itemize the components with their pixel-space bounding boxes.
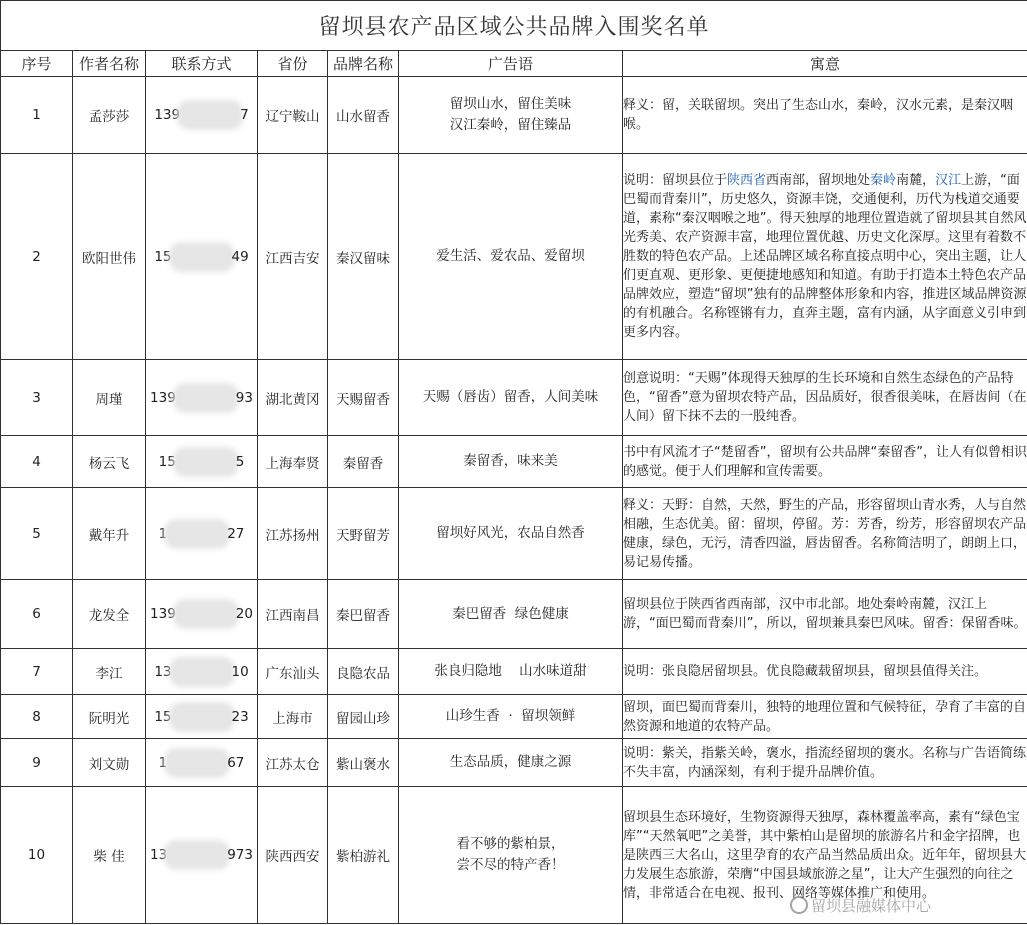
col-header-no: 序号 <box>1 51 73 77</box>
col-header-slogan: 广告语 <box>399 51 623 77</box>
brand-name: 秦留香 <box>328 436 399 488</box>
phone-suffix: 49 <box>231 248 249 265</box>
watermark <box>790 895 931 916</box>
slogan <box>399 787 623 924</box>
phone-suffix: 27 <box>227 525 245 542</box>
redacted-phone <box>154 246 248 268</box>
slogan <box>399 77 623 154</box>
contact-cell <box>146 360 258 436</box>
phone-prefix: 15 <box>154 248 172 265</box>
col-header-author: 作者名称 <box>73 51 146 77</box>
page-title: 留坝县农产品区域公共品牌入围奖名单 <box>1 1 1027 51</box>
author-name: 刘文勋 <box>73 739 146 787</box>
brand-name: 秦汉留味 <box>328 154 399 360</box>
phone-suffix: 20 <box>235 606 253 622</box>
header-row <box>1 51 1027 77</box>
redacted-phone <box>150 603 253 625</box>
author-name: 孟莎莎 <box>73 77 146 154</box>
contact-cell <box>146 787 258 924</box>
row-number: 7 <box>1 649 73 695</box>
col-header-contact: 联系方式 <box>146 51 258 77</box>
province: 上海市 <box>258 695 328 739</box>
phone-prefix: 139 <box>150 389 176 406</box>
table-row <box>1 488 1027 580</box>
contact-cell <box>146 488 258 580</box>
province: 陕西西安 <box>258 787 328 924</box>
col-header-brand: 品牌名称 <box>328 51 399 77</box>
meaning-text: 南麓， <box>896 173 936 188</box>
author-name: 阮明光 <box>73 695 146 739</box>
meaning-text: 上游，“面巴蜀而背秦川”，历史悠久，资源丰饶，交通便利，历代为栈道交通要道，素称“秦汉咽喉之地”。得天独厚的地理位置造就了留坝县其自然风光秀美、农产资源丰富，地理位置优越、历史文化深厚。这里有着数不胜数的特色农产品。上述品牌区域名称直接点明中心，突出主题，让人们更直观、更形象、更便捷地感知和知道。有助于打造本土特色农产品品牌效应，塑造“留坝”独有的品牌整体形象和内容，推进区域品牌资源的有机融合。名称铿锵有力，直奔主题，富有内涵，从字面意义引申到更多内容。 <box>623 173 1027 340</box>
contact-cell <box>146 739 258 787</box>
redacted-phone <box>150 844 253 866</box>
phone-prefix: 13 <box>150 847 168 863</box>
wechat-logo-icon <box>790 896 808 914</box>
province: 江苏太仓 <box>258 739 328 787</box>
slogan-line: 山珍生香 · 留坝领鲜 <box>445 708 576 724</box>
brand-name: 留园山珍 <box>328 695 399 739</box>
slogan-line: 留坝好风光，农品自然香 <box>436 525 585 541</box>
brand-name: 山水留香 <box>328 77 399 154</box>
row-number: 5 <box>1 488 73 580</box>
table-row <box>1 580 1027 649</box>
table-row <box>1 739 1027 787</box>
redacted-phone <box>154 706 248 728</box>
meaning-text: 西南部，留坝地处 <box>766 173 871 188</box>
table-row <box>1 154 1027 360</box>
brand-name: 良隐农品 <box>328 649 399 695</box>
brand-name: 紫柏游礼 <box>328 787 399 924</box>
watermark-text: 留坝县融媒体中心 <box>811 897 932 915</box>
meaning: 留坝县位于陕西省西南部，汉中市北部。地处秦岭南麓，汉江上游，“面巴蜀而背秦川”，所以，留坝兼具秦巴风味。留香：保留香味。 <box>623 580 1027 649</box>
phone-prefix: 139 <box>154 107 181 123</box>
row-number: 4 <box>1 436 73 488</box>
brand-name: 天野留芳 <box>328 488 399 580</box>
slogan <box>399 695 623 739</box>
slogan <box>399 154 623 360</box>
brand-name: 紫山褒水 <box>328 739 399 787</box>
phone-suffix: 93 <box>235 389 253 406</box>
phone-suffix: 973 <box>227 847 253 863</box>
row-number: 2 <box>1 154 73 360</box>
slogan <box>399 488 623 580</box>
meaning: 释义：天野：自然，天然，野生的产品，形容留坝山青水秀，人与自然相融，生态优美。留：留坝，停留。芳：芳香，纷芳，形容留坝农产品健康，绿色，无污，清香四溢，唇齿留香。名称简洁明了，朗朗上口，易记易传播。 <box>623 488 1027 580</box>
row-number: 6 <box>1 580 73 649</box>
slogan-line: 秦留香，味来美 <box>463 453 558 469</box>
contact-cell <box>146 77 258 154</box>
slogan-line: 爱生活、爱农品、爱留坝 <box>436 248 585 264</box>
slogan <box>399 436 623 488</box>
meaning: 创意说明：“天赐”体现得天独厚的生长环境和自然生态绿色的产品特色，“留香”意为留坝农特产品，因品质好，很香很美味，在唇齿间（在人间）留下抹不去的一股纯香。 <box>623 360 1027 436</box>
author-name: 李江 <box>73 649 146 695</box>
table-row <box>1 695 1027 739</box>
table-row <box>1 77 1027 154</box>
meaning: 释义：留，关联留坝。突出了生态山水，秦岭，汉水元素，是秦汉咽喉。 <box>623 77 1027 154</box>
blur-mask <box>177 387 235 409</box>
brand-name: 秦巴留香 <box>328 580 399 649</box>
province: 江苏扬州 <box>258 488 328 580</box>
author-name: 杨云飞 <box>73 436 146 488</box>
blur-mask <box>168 752 226 774</box>
row-number: 8 <box>1 695 73 739</box>
slogan-line: 尝不尽的特产香！ <box>456 857 565 873</box>
contact-cell <box>146 695 258 739</box>
redacted-phone <box>154 104 248 126</box>
link-hanjiang[interactable]: 汉江 <box>935 173 962 188</box>
row-number: 9 <box>1 739 73 787</box>
meaning: 留坝县生态环境好，生物资源得天独厚，森林覆盖率高，素有“绿色宝库”“天然氧吧”之美誉，其中紫柏山是留坝的旅游名片和金字招牌，也是陕西三大名山，这里孕育的农产品当然品质出众。近年年，留坝县大力发展生态旅游，荣膺“中国县域旅游之星”，让大产生强烈的向往之情，非常适合在电视、报刊、网络等媒体推广和使用。 <box>623 787 1027 924</box>
meaning: 说明：张良隐居留坝县。优良隐藏载留坝县，留坝县值得关注。 <box>623 649 1027 695</box>
author-name: 龙发全 <box>73 580 146 649</box>
blur-mask <box>177 603 235 625</box>
author-name: 戴年升 <box>73 488 146 580</box>
brand-name: 天赐留香 <box>328 360 399 436</box>
meaning <box>623 154 1027 360</box>
slogan-line: 天赐（唇齿）留香，人间美味 <box>422 389 599 405</box>
table-row <box>1 360 1027 436</box>
blur-mask <box>173 246 231 268</box>
slogan-line: 留坝山水，留住美味 <box>449 96 572 112</box>
meaning: 书中有风流才子“楚留香”，留坝有公共品牌“秦留香”，让人有似曾相识的感觉。便于人们理解和宣传需要。 <box>623 436 1027 488</box>
province: 辽宁鞍山 <box>258 77 328 154</box>
contact-cell <box>146 649 258 695</box>
contact-cell <box>146 154 258 360</box>
slogan <box>399 739 623 787</box>
slogan-line: 秦巴留香 绿色健康 <box>452 605 569 622</box>
phone-prefix: 15 <box>154 708 172 725</box>
phone-prefix: 15 <box>158 453 176 470</box>
redacted-phone <box>159 752 245 774</box>
row-number: 3 <box>1 360 73 436</box>
slogan-line: 生态品质，健康之源 <box>449 754 572 770</box>
blur-mask <box>177 451 235 473</box>
phone-prefix: 1 <box>158 754 168 771</box>
blur-mask <box>168 523 226 545</box>
slogan-line: 看不够的紫柏景， <box>456 836 565 852</box>
link-qinling[interactable]: 秦岭 <box>870 173 897 188</box>
province: 湖北黄冈 <box>258 360 328 436</box>
slogan-line: 汉江秦岭，留住臻品 <box>449 117 572 133</box>
phone-suffix: 67 <box>227 754 245 771</box>
table-row <box>1 649 1027 695</box>
redacted-phone <box>154 661 248 683</box>
col-header-meaning: 寓意 <box>623 51 1027 77</box>
province: 广东汕头 <box>258 649 328 695</box>
row-number: 1 <box>1 77 73 154</box>
slogan <box>399 360 623 436</box>
phone-suffix: 10 <box>231 663 249 680</box>
blur-mask <box>168 844 226 866</box>
slogan <box>399 580 623 649</box>
province: 江西南昌 <box>258 580 328 649</box>
phone-prefix: 139 <box>150 606 176 622</box>
author-name: 欧阳世伟 <box>73 154 146 360</box>
table-row <box>1 436 1027 488</box>
phone-suffix: 23 <box>231 708 249 725</box>
phone-prefix: 13 <box>154 663 172 680</box>
blur-mask <box>173 706 231 728</box>
contact-cell <box>146 436 258 488</box>
author-name: 柴 佳 <box>73 787 146 924</box>
meaning-text: 说明：留坝县位于 <box>623 173 728 188</box>
slogan <box>399 649 623 695</box>
redacted-phone <box>150 387 253 409</box>
blur-mask <box>173 661 231 683</box>
phone-suffix: 5 <box>235 453 245 470</box>
redacted-phone <box>159 523 245 545</box>
blur-mask <box>181 104 239 126</box>
slogan-line: 张良归隐地 山水味道甜 <box>434 663 587 679</box>
phone-prefix: 1 <box>158 525 168 542</box>
phone-suffix: 7 <box>240 107 249 123</box>
redacted-phone <box>159 451 245 473</box>
meaning: 留坝，面巴蜀而背秦川，独特的地理位置和气候特征，孕育了丰富的自然资源和地道的农特产品。 <box>623 695 1027 739</box>
link-shaanxi[interactable]: 陕西省 <box>727 173 767 188</box>
province: 上海奉贤 <box>258 436 328 488</box>
row-number: 10 <box>1 787 73 924</box>
province: 江西吉安 <box>258 154 328 360</box>
meaning: 说明：紫关，指紫关岭，褒水，指流经留坝的褒水。名称与广告语简练不失丰富，内涵深刻，有利于提升品牌价值。 <box>623 739 1027 787</box>
contact-cell <box>146 580 258 649</box>
author-name: 周瑾 <box>73 360 146 436</box>
col-header-province: 省份 <box>258 51 328 77</box>
